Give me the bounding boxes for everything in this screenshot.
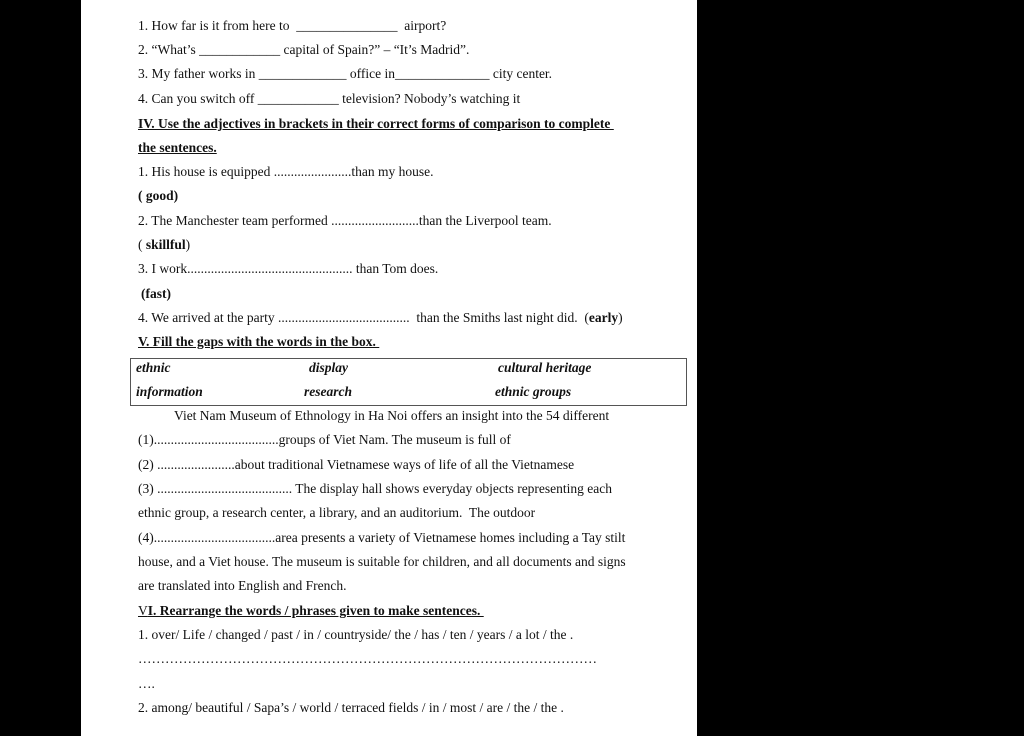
- part4-question-3: 3. I work................................................. than Tom does.: [138, 261, 439, 276]
- box-word: ethnic: [136, 360, 171, 375]
- passage-line: (3) ........................................ The display hall shows everyday objects representing each: [138, 481, 613, 496]
- passage-line: (1).....................................groups of Viet Nam. The museum is full of: [138, 432, 511, 447]
- hint-close: ): [185, 237, 191, 252]
- answer-dots-end: ….: [138, 676, 155, 691]
- passage-line: ethnic group, a research center, a library, and an auditorium. The outdoor: [138, 505, 536, 520]
- word-box: [130, 358, 687, 406]
- passage-line: house, and a Viet house. The museum is suitable for children, and all documents and signs: [138, 554, 626, 569]
- worksheet-page: [81, 0, 697, 736]
- passage-line: Viet Nam Museum of Ethnology in Ha Noi offers an insight into the 54 different: [174, 408, 610, 423]
- part3-question-2: 2. “What’s ____________ capital of Spain?” – “It’s Madrid”.: [138, 42, 470, 57]
- box-word: cultural heritage: [498, 360, 592, 375]
- part6-question-2: 2. among/ beautiful / Sapa’s / world / terraced fields / in / most / are / the / the .: [138, 700, 564, 715]
- part4-question-3-hint: (fast): [141, 286, 171, 301]
- part6-question-1: 1. over/ Life / changed / past / in / countryside/ the / has / ten / years / a lot / the .: [138, 627, 574, 642]
- part4-heading-line2: the sentences.: [138, 140, 217, 155]
- part6-heading: [138, 602, 484, 620]
- part4-question-1: 1. His house is equipped .......................than my house.: [138, 164, 434, 179]
- passage-line: (4)....................................area presents a variety of Vietnamese homes including a Tay stilt: [138, 530, 626, 545]
- part3-question-4: 4. Can you switch off ____________ television? Nobody’s watching it: [138, 91, 521, 106]
- box-word: research: [304, 384, 352, 399]
- answer-dots-line: …………………………………………………………………………………………: [138, 651, 597, 666]
- part5-heading: V. Fill the gaps with the words in the box.: [138, 334, 380, 349]
- part4-heading-line1: IV. Use the adjectives in brackets in their correct forms of comparison to complete: [138, 116, 614, 131]
- box-word: display: [309, 360, 348, 375]
- passage-line: (2) .......................about traditional Vietnamese ways of life of all the Vietnamese: [138, 457, 575, 472]
- hint-close: ): [618, 310, 623, 325]
- hint-open: (: [138, 237, 146, 252]
- part4-question-2-hint: [138, 236, 190, 254]
- part4-question-1-hint: ( good): [138, 188, 179, 203]
- heading-v: V: [138, 603, 148, 618]
- hint-word: early: [588, 310, 619, 325]
- part4-question-2: 2. The Manchester team performed ..........................than the Liverpool team.: [138, 213, 552, 228]
- box-word: ethnic groups: [495, 384, 572, 399]
- heading-text: I. Rearrange the words / phrases given to make sentences.: [147, 603, 484, 618]
- question-text: 4. We arrived at the party ....................................... than the Smiths last night did. (: [138, 310, 589, 325]
- box-word: information: [136, 384, 203, 399]
- part3-question-3: 3. My father works in _____________ office in______________ city center.: [138, 66, 553, 81]
- part4-question-4: [138, 309, 623, 327]
- part3-question-1: 1. How far is it from here to _______________ airport?: [138, 18, 447, 33]
- passage-line: are translated into English and French.: [138, 578, 347, 593]
- hint-word: skillful: [145, 237, 186, 252]
